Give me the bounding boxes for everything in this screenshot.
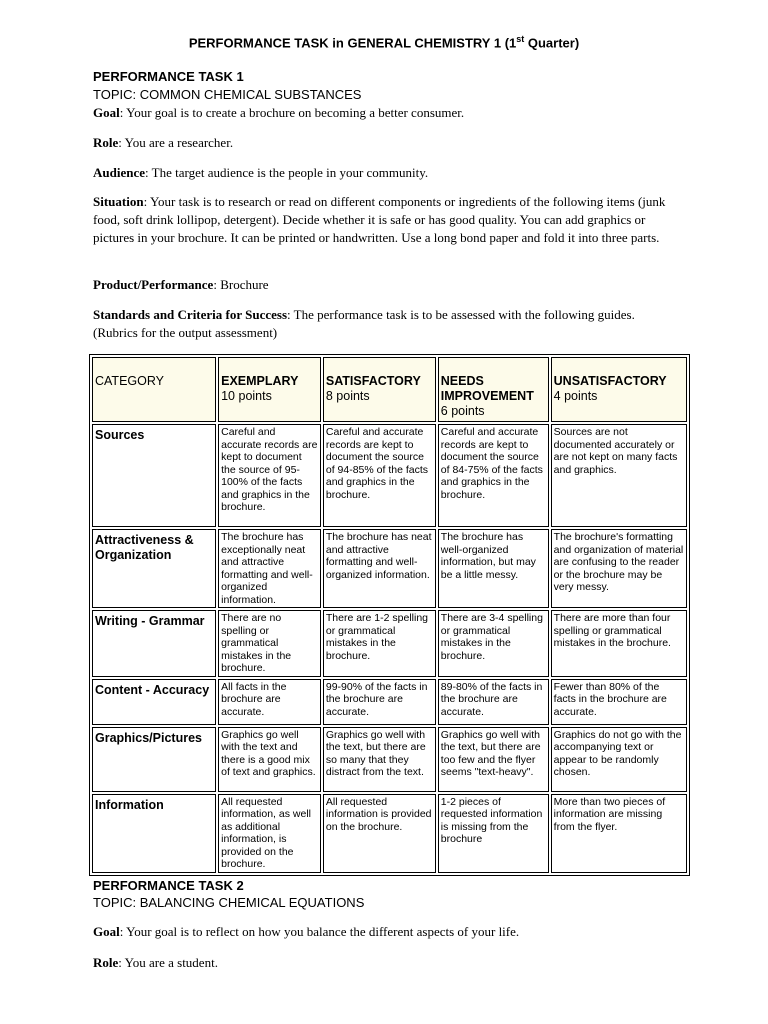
table-cell: Graphics go well with the text, but there are too few and the flyer seems "text-heavy". xyxy=(438,727,549,792)
table-cell: Sources are not documented accurately or are not kept on many facts and graphics. xyxy=(551,424,687,527)
header-satisfactory: SATISFACTORY 8 points xyxy=(323,357,436,422)
table-cell: There are 3-4 spelling or grammatical mistakes in the brochure. xyxy=(438,610,549,677)
task1-audience: Audience: The target audience is the people in your community. xyxy=(93,165,429,180)
table-row xyxy=(92,610,687,677)
table-row xyxy=(92,424,687,527)
row-category: Attractiveness & Organization xyxy=(92,529,216,608)
header-needs-improvement: NEEDS IMPROVEMENT 6 points xyxy=(438,357,549,422)
table-row xyxy=(92,679,687,725)
table-row xyxy=(92,794,687,873)
task2-heading: PERFORMANCE TASK 2 xyxy=(93,878,244,893)
header-exemplary: EXEMPLARY 10 points xyxy=(218,357,321,422)
row-category: Information xyxy=(92,794,216,873)
row-category: Sources xyxy=(92,424,216,527)
table-cell: Fewer than 80% of the facts in the brochure are accurate. xyxy=(551,679,687,725)
table-cell: The brochure has neat and attractive formatting and well-organized information. xyxy=(323,529,436,608)
table-cell: There are 1-2 spelling or grammatical mistakes in the brochure. xyxy=(323,610,436,677)
task1-heading: PERFORMANCE TASK 1 xyxy=(93,69,244,84)
rubric-header-row xyxy=(92,357,687,422)
table-row xyxy=(92,727,687,792)
table-cell: 1-2 pieces of requested information is missing from the brochure xyxy=(438,794,549,873)
table-cell: The brochure's formatting and organization of material are confusing to the reader or the brochure may be very messy. xyxy=(551,529,687,608)
table-cell: 99-90% of the facts in the brochure are accurate. xyxy=(323,679,436,725)
table-cell: There are more than four spelling or grammatical mistakes in the brochure. xyxy=(551,610,687,677)
table-cell: Careful and accurate records are kept to document the source of 95-100% of the facts and graphics in the brochure. xyxy=(218,424,321,527)
header-unsatisfactory: UNSATISFACTORY 4 points xyxy=(551,357,687,422)
row-category: Graphics/Pictures xyxy=(92,727,216,792)
row-category: Writing - Grammar xyxy=(92,610,216,677)
table-cell: Graphics go well with the text and there is a good mix of text and graphics. xyxy=(218,727,321,792)
header-category: CATEGORY xyxy=(92,357,216,422)
task2-topic: TOPIC: BALANCING CHEMICAL EQUATIONS xyxy=(93,895,365,910)
table-row xyxy=(92,529,687,608)
table-cell: Careful and accurate records are kept to document the source of 94-85% of the facts and graphics in the brochure. xyxy=(323,424,436,527)
row-category: Content - Accuracy xyxy=(92,679,216,725)
table-cell: Careful and accurate records are kept to document the source of 84-75% of the facts and graphics in the brochure. xyxy=(438,424,549,527)
task2-goal: Goal: Your goal is to reflect on how you balance the different aspects of your life. xyxy=(93,924,520,939)
table-cell: All requested information is provided on the brochure. xyxy=(323,794,436,873)
table-cell: All requested information, as well as additional information, is provided on the brochure. xyxy=(218,794,321,873)
task1-standards: Standards and Criteria for Success: The performance task is to be assessed with the following guides. (Rubrics for the output assessment) xyxy=(93,307,635,340)
table-cell: All facts in the brochure are accurate. xyxy=(218,679,321,725)
task1-goal: Goal: Your goal is to create a brochure on becoming a better consumer. xyxy=(93,105,465,120)
table-cell: The brochure has exceptionally neat and attractive formatting and well-organized information. xyxy=(218,529,321,608)
rubric-table xyxy=(89,354,690,876)
table-cell: 89-80% of the facts in the brochure are accurate. xyxy=(438,679,549,725)
task1-role: Role: You are a researcher. xyxy=(93,135,234,150)
table-cell: There are no spelling or grammatical mistakes in the brochure. xyxy=(218,610,321,677)
table-cell: The brochure has well-organized information, but may be a little messy. xyxy=(438,529,549,608)
table-cell: Graphics go well with the text, but there are so many that they distract from the text. xyxy=(323,727,436,792)
table-cell: Graphics do not go with the accompanying text or appear to be randomly chosen. xyxy=(551,727,687,792)
task2-role: Role: You are a student. xyxy=(93,955,218,970)
task1-topic: TOPIC: COMMON CHEMICAL SUBSTANCES xyxy=(93,87,362,102)
task1-product: Product/Performance: Brochure xyxy=(93,277,269,292)
table-cell: More than two pieces of information are missing from the flyer. xyxy=(551,794,687,873)
task1-situation: Situation: Your task is to research or read on different components or ingredients of the following items (junk food, soft drink lollipop, detergent). Decide whether it is safe or has good quality. You can add graphics or pictures in your brochure. It can be printed or handwritten. Use a long bond paper and fold it into three parts. xyxy=(93,194,666,245)
page-title: PERFORMANCE TASK in GENERAL CHEMISTRY 1 (1st Quarter) xyxy=(188,34,580,51)
